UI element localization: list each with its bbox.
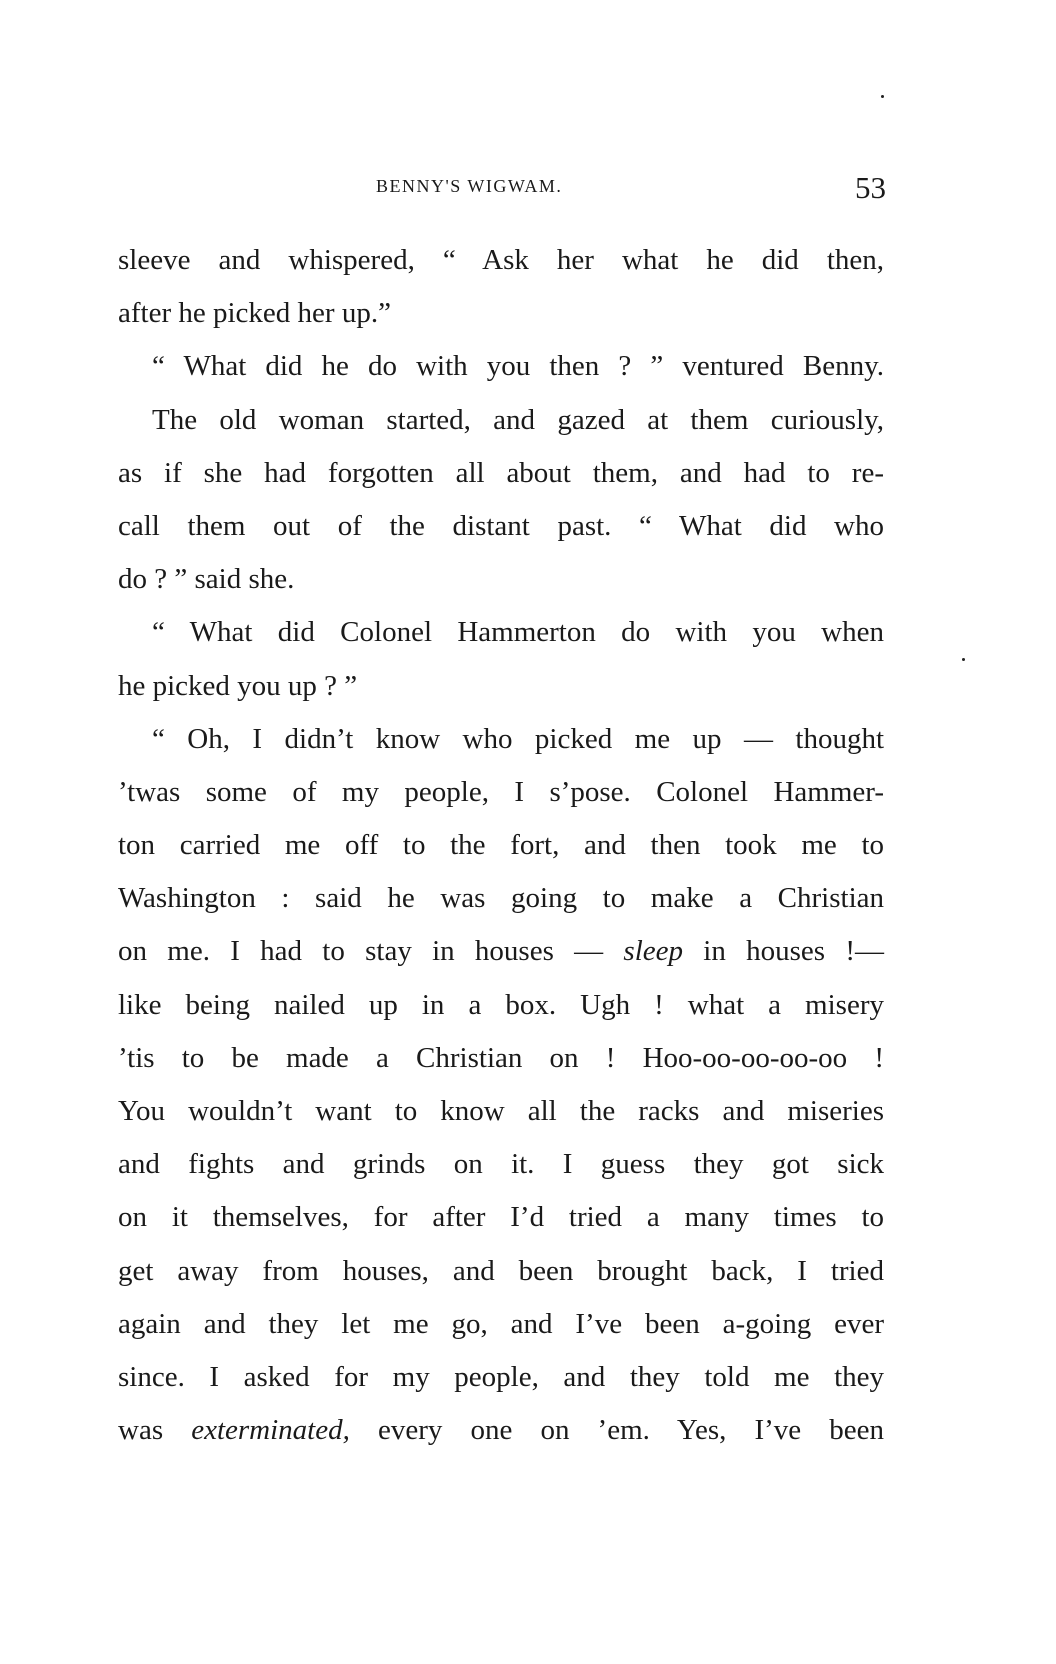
text-line: You wouldn’t want to know all the racks and miseries (118, 1095, 884, 1127)
text-run: every one on ’em. Yes, I’ve been (349, 1414, 884, 1447)
text-line: and fights and grinds on it. I guess they got sick (118, 1148, 884, 1181)
text-line: ’tis to be made a Christian on ! Hoo-oo-oo-oo-oo ! (118, 1041, 884, 1074)
text-line (118, 1404, 884, 1457)
ink-speck (962, 658, 965, 661)
text-line (118, 925, 884, 978)
text-line: “ Oh, I didn’t know who picked me up — thought (152, 722, 884, 755)
text-line: The old woman started, and gazed at them curiously, (152, 403, 884, 436)
text-line: sleeve and whispered, “ Ask her what he did then, (118, 244, 884, 276)
page-header (118, 170, 890, 210)
text-line: get away from houses, and been brought back, I tried (118, 1254, 884, 1287)
text-line: “ What did he do with you then ? ” ventured Benny. (152, 350, 884, 383)
text-line: after he picked her up.” (118, 297, 391, 330)
text-line: on it themselves, for after I’d tried a many times to (118, 1201, 884, 1234)
running-head: BENNY'S WIGWAM. (376, 176, 563, 196)
text-line: like being nailed up in a box. Ugh ! what a misery (118, 988, 884, 1021)
ink-speck (881, 95, 884, 98)
text-line: do ? ” said she. (118, 563, 295, 596)
text-run: in houses !— (683, 935, 884, 968)
italic-word: sleep (623, 935, 684, 968)
text-line: again and they let me go, and I’ve been a-going ever (118, 1307, 884, 1340)
body-text (118, 234, 884, 1457)
text-run: was (118, 1414, 192, 1447)
text-line: ton carried me off to the fort, and then took me to (118, 829, 884, 862)
text-run: on me. I had to stay in houses — (118, 935, 624, 968)
page-number: 53 (855, 170, 886, 205)
text-line: “ What did Colonel Hammerton do with you when (152, 616, 884, 649)
text-line: call them out of the distant past. “ What did who (118, 509, 884, 542)
text-line: he picked you up ? ” (118, 669, 358, 702)
italic-word: exterminated, (191, 1414, 350, 1447)
text-line: since. I asked for my people, and they told me they (118, 1360, 884, 1393)
text-line: Washington : said he was going to make a Christian (118, 882, 884, 915)
text-line: as if she had forgotten all about them, and had to re- (118, 456, 884, 489)
text-line: ’twas some of my people, I s’pose. Colonel Hammer- (118, 775, 884, 808)
